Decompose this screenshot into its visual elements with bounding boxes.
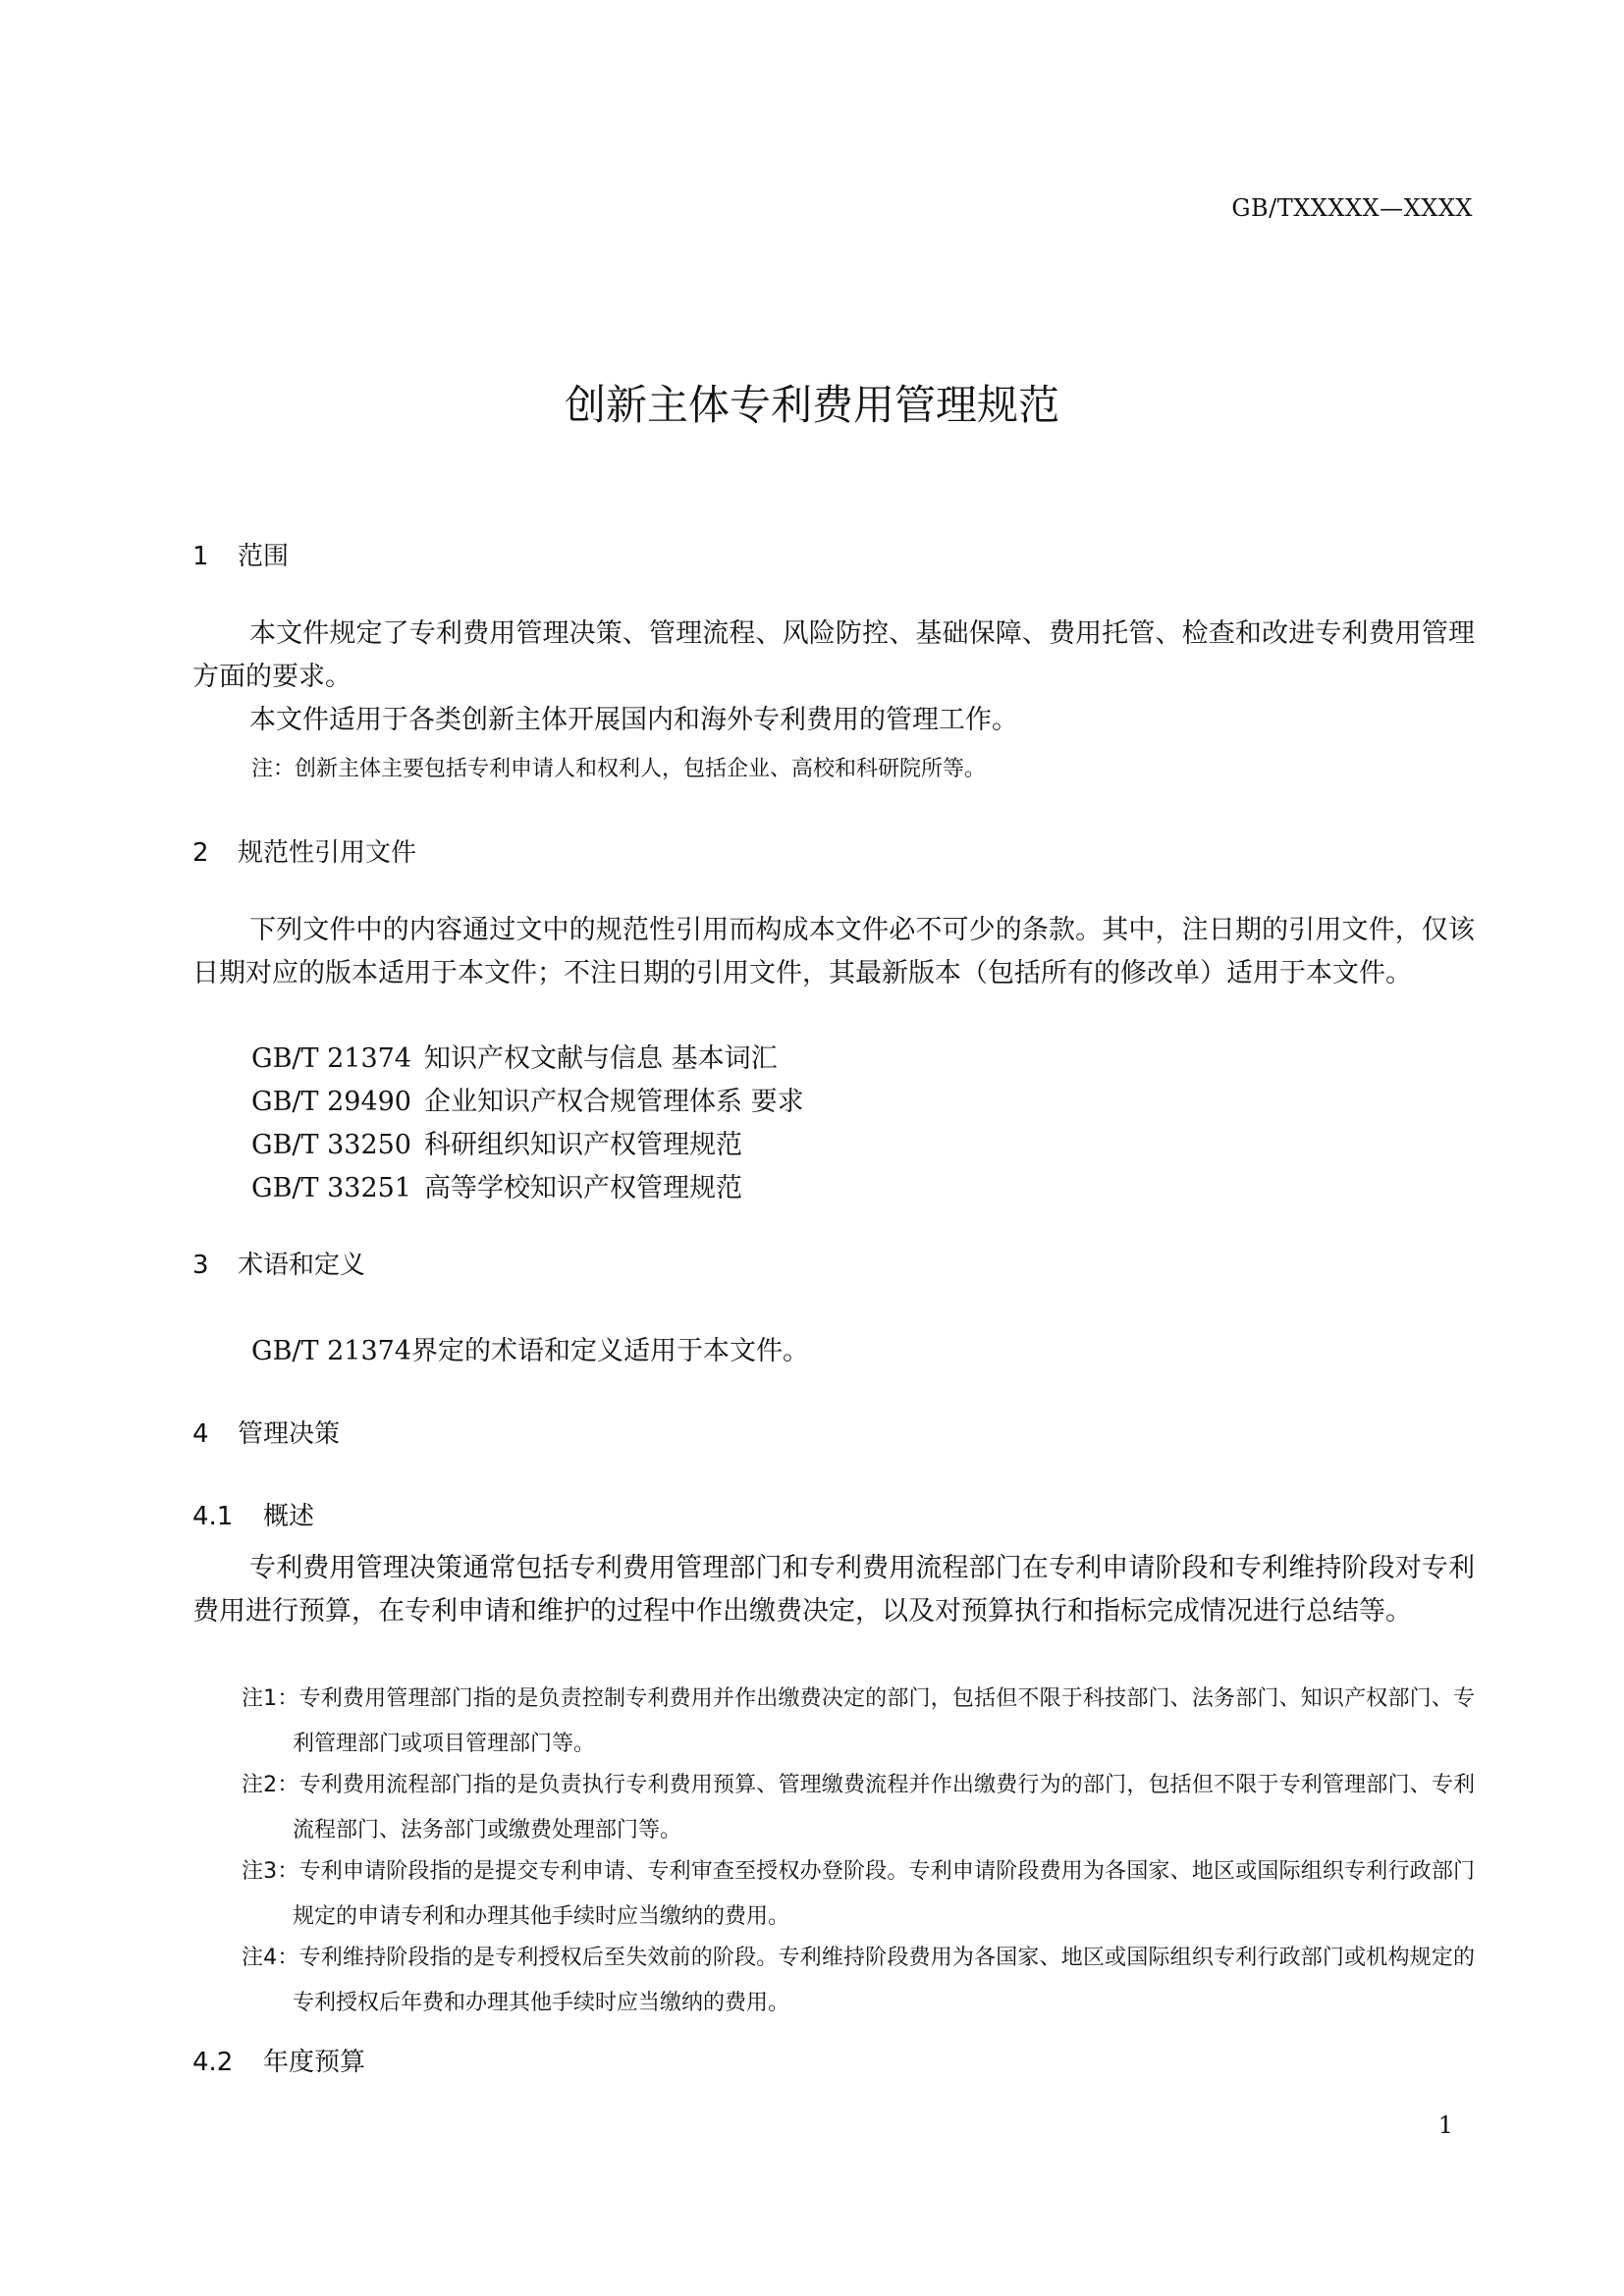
reference-code: GB/T 29490 (251, 1087, 411, 1117)
subsection-title: 年度预算 (263, 2048, 366, 2077)
note-label: 注4： (242, 1946, 299, 1970)
section-number: 1 (192, 542, 209, 571)
section-title: 术语和定义 (238, 1251, 366, 1280)
note-text: 创新主体主要包括专利申请人和权利人，包括企业、高校和科研院所等。 (295, 757, 987, 781)
section-title: 管理决策 (238, 1419, 341, 1449)
reference-title: 企业知识产权合规管理体系 要求 (424, 1087, 804, 1117)
document-code: GB/TXXXXX—XXXX (1231, 194, 1473, 222)
page-number: 1 (1437, 2111, 1453, 2139)
section-3-paragraph-1: GB/T 21374界定的术语和定义适用于本文件。 (251, 1336, 809, 1366)
reference-code: GB/T 33251 (251, 1173, 411, 1203)
note-text: 专利费用流程部门指的是负责执行专利费用预算、管理缴费流程并作出缴费行为的部门，包括但不限于专利管理部门、专利流程部门、法务部门或缴费处理部门等。 (293, 1773, 1476, 1842)
subsection-title: 概述 (263, 1502, 315, 1531)
section-number: 3 (192, 1251, 209, 1280)
note-text: 专利维持阶段指的是专利授权后至失效前的阶段。专利维持阶段费用为各国家、地区或国际组织专利行政部门或机构规定的专利授权后年费和办理其他手续时应当缴纳的费用。 (293, 1946, 1476, 2015)
subsection-4-2-heading (192, 2042, 365, 2078)
note-label: 注1： (242, 1686, 299, 1711)
reference-title: 高等学校知识产权管理规范 (424, 1173, 742, 1203)
note-text: 专利申请阶段指的是提交专利申请、专利审查至授权办登阶段。专利申请阶段费用为各国家、地区或国际组织专利行政部门规定的申请专利和办理其他手续时应当缴纳的费用。 (293, 1859, 1476, 1929)
document-title: 创新主体专利费用管理规范 (564, 381, 1059, 429)
note-2 (242, 1763, 1475, 1853)
reference-code: GB/T 21374 (251, 1043, 411, 1074)
note-label: 注3： (242, 1859, 299, 1884)
section-1-heading (192, 536, 289, 572)
reference-item (251, 1123, 742, 1161)
note-3 (242, 1849, 1475, 1940)
section-1-note (251, 752, 986, 782)
note-4 (242, 1936, 1475, 2026)
section-number: 2 (192, 838, 209, 868)
note-label: 注2： (242, 1773, 299, 1797)
section-number: 4 (192, 1419, 209, 1449)
reference-item (251, 1080, 804, 1118)
note-text: 专利费用管理部门指的是负责控制专利费用并作出缴费决定的部门，包括但不限于科技部门、法务部门、知识产权部门、专利管理部门或项目管理部门等。 (293, 1686, 1476, 1756)
subsection-number: 4.2 (192, 2048, 234, 2077)
reference-item (251, 1166, 742, 1204)
subsection-number: 4.1 (192, 1502, 234, 1531)
subsection-4-1-paragraph-1: 专利费用管理决策通常包括专利费用管理部门和专利费用流程部门在专利申请阶段和专利维持阶段对专利费用进行预算，在专利申请和维护的过程中作出缴费决定，以及对预算执行和指标完成情况进行总结等。 (192, 1553, 1475, 1627)
section-4-heading (192, 1414, 340, 1450)
note-label: 注： (251, 757, 296, 781)
section-title: 规范性引用文件 (238, 838, 417, 868)
reference-item (251, 1037, 778, 1075)
section-1-paragraph-2: 本文件适用于各类创新主体开展国内和海外专利费用的管理工作。 (249, 705, 1018, 735)
note-1 (242, 1677, 1475, 1767)
reference-title: 科研组织知识产权管理规范 (424, 1130, 742, 1160)
section-2-heading (192, 832, 416, 869)
section-2-paragraph-1: 下列文件中的内容通过文中的规范性引用而构成本文件必不可少的条款。其中，注日期的引用文件，仅该日期对应的版本适用于本文件；不注日期的引用文件，其最新版本（包括所有的修改单）适用于本文件。 (192, 915, 1475, 988)
reference-code: GB/T 33250 (251, 1130, 411, 1160)
section-title: 范围 (238, 542, 290, 571)
subsection-4-1-heading (192, 1496, 314, 1532)
section-3-heading (192, 1245, 365, 1281)
reference-title: 知识产权文献与信息 基本词汇 (424, 1043, 778, 1074)
section-1-paragraph-1: 本文件规定了专利费用管理决策、管理流程、风险防控、基础保障、费用托管、检查和改进专利费用管理方面的要求。 (192, 618, 1475, 692)
